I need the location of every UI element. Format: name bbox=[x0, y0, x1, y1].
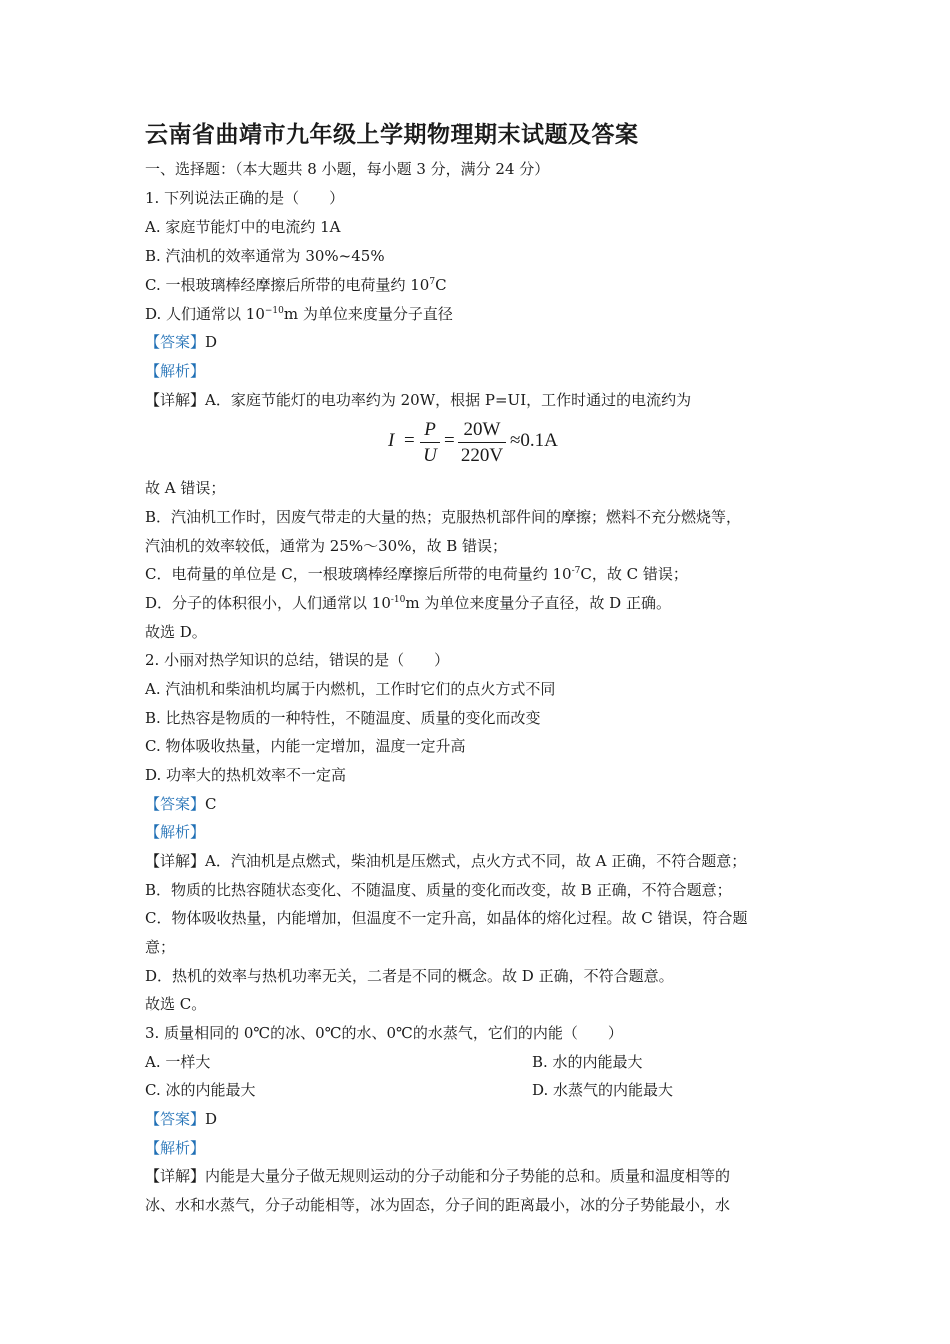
q1-detail-a-text: A．家庭节能灯的电功率约为 20W，根据 P=UI，工作时通过的电流约为 bbox=[205, 391, 692, 409]
q1-final: 故选 D。 bbox=[145, 623, 207, 641]
formula-fraction-pu bbox=[420, 418, 440, 469]
q2-detail-c-line1: C．物体吸收热量，内能增加，但温度不一定升高，如晶体的熔化过程。故 C 错误，符合题 bbox=[145, 909, 748, 927]
q2-detail-d: D．热机的效率与热机功率无关，二者是不同的概念。故 D 正确，不符合题意。 bbox=[145, 967, 674, 985]
formula-fraction-values bbox=[458, 418, 506, 469]
q3-option-c: C. 冰的内能最大 bbox=[145, 1081, 256, 1099]
q2-stem: 2. 小丽对热学知识的总结，错误的是（ ） bbox=[145, 651, 450, 669]
q1-answer bbox=[145, 332, 217, 352]
detail-label: 【详解】 bbox=[145, 852, 206, 870]
formula-num: 20W bbox=[458, 418, 506, 443]
q2-analysis-label: 【解析】 bbox=[145, 823, 206, 841]
answer-label: 【答案】 bbox=[145, 1110, 206, 1128]
q2-final: 故选 C。 bbox=[145, 995, 207, 1013]
q1-detail-d-text: D．分子的体积很小，人们通常以 10 bbox=[145, 594, 391, 612]
q2-option-d: D. 功率大的热机效率不一定高 bbox=[145, 766, 347, 784]
q2-detail-a-text: A．汽油机是点燃式，柴油机是压燃式，点火方式不同，故 A 正确，不符合题意； bbox=[205, 852, 747, 870]
q3-option-b: B. 水的内能最大 bbox=[532, 1053, 643, 1071]
q1-option-b: B. 汽油机的效率通常为 30%~45% bbox=[145, 247, 385, 265]
q3-analysis-label: 【解析】 bbox=[145, 1139, 206, 1157]
q2-detail-b: B．物质的比热容随状态变化、不随温度、质量的变化而改变，故 B 正确，不符合题意； bbox=[145, 881, 732, 899]
answer-label: 【答案】 bbox=[145, 333, 206, 351]
q2-detail-c-line2: 意； bbox=[145, 938, 176, 956]
formula-result: ≈0.1A bbox=[510, 430, 558, 451]
q1-detail-b-line2: 汽油机的效率较低，通常为 25%～30%，故 B 错误； bbox=[145, 537, 508, 555]
q1-analysis-label: 【解析】 bbox=[145, 362, 206, 380]
q1-a-conclusion: 故 A 错误； bbox=[145, 479, 226, 497]
section-heading: 一、选择题：（本大题共 8 小题，每小题 3 分，满分 24 分） bbox=[145, 160, 550, 178]
q1-detail-d bbox=[145, 593, 671, 613]
q1-stem: 1. 下列说法正确的是（ ） bbox=[145, 189, 345, 207]
answer-label: 【答案】 bbox=[145, 795, 206, 813]
formula-eq1: = bbox=[404, 430, 415, 451]
q1-option-c bbox=[145, 275, 447, 295]
q1-option-c-exp: 7 bbox=[429, 277, 436, 287]
q2-answer-value: C bbox=[205, 795, 217, 813]
q1-option-c-tail: C bbox=[435, 276, 447, 294]
q1-option-d bbox=[145, 304, 453, 324]
formula-eq2: = bbox=[444, 430, 455, 451]
formula-u: U bbox=[423, 445, 437, 466]
detail-label: 【详解】 bbox=[145, 1167, 206, 1185]
page-title: 云南省曲靖市九年级上学期物理期末试题及答案 bbox=[145, 121, 639, 148]
q3-answer-value: D bbox=[205, 1110, 218, 1128]
detail-label: 【详解】 bbox=[145, 391, 206, 409]
q2-option-c: C. 物体吸收热量，内能一定增加，温度一定升高 bbox=[145, 737, 466, 755]
q1-answer-value: D bbox=[205, 333, 218, 351]
q1-option-d-exp: −10 bbox=[264, 306, 284, 316]
q1-detail-c-exp: -7 bbox=[571, 566, 581, 576]
q2-option-b: B. 比热容是物质的一种特性，不随温度、质量的变化而改变 bbox=[145, 709, 541, 727]
q1-option-c-text: C. 一根玻璃棒经摩擦后所带的电荷量约 10 bbox=[145, 276, 430, 294]
q1-option-d-text: D. 人们通常以 10 bbox=[145, 305, 265, 323]
q3-answer bbox=[145, 1109, 217, 1129]
q1-detail-b-line1: B．汽油机工作时，因废气带走的大量的热；克服热机部件间的摩擦；燃料不充分燃烧等， bbox=[145, 508, 742, 526]
q3-detail-line1 bbox=[145, 1166, 730, 1186]
q3-option-a: A. 一样大 bbox=[145, 1053, 211, 1071]
q3-detail-line1-text: 内能是大量分子做无规则运动的分子动能和分子势能的总和。质量和温度相等的 bbox=[205, 1167, 731, 1185]
q2-option-a: A. 汽油机和柴油机均属于内燃机，工作时它们的点火方式不同 bbox=[145, 680, 556, 698]
current-formula bbox=[388, 418, 588, 470]
q1-detail-c-tail: C，故 C 错误； bbox=[580, 565, 688, 583]
q3-detail-line2: 冰、水和水蒸气，分子动能相等，冰为固态，分子间的距离最小，冰的分子势能最小，水 bbox=[145, 1196, 731, 1214]
formula-lhs: I bbox=[388, 430, 395, 451]
q1-option-a: A. 家庭节能灯中的电流约 1A bbox=[145, 218, 341, 236]
q1-detail-c-text: C．电荷量的单位是 C，一根玻璃棒经摩擦后所带的电荷量约 10 bbox=[145, 565, 572, 583]
q3-option-d: D. 水蒸气的内能最大 bbox=[532, 1081, 674, 1099]
q1-detail-a bbox=[145, 390, 691, 410]
q1-detail-d-tail: m 为单位来度量分子直径，故 D 正确。 bbox=[405, 594, 671, 612]
q1-detail-c bbox=[145, 564, 688, 584]
q2-answer bbox=[145, 794, 217, 814]
q2-detail-a bbox=[145, 851, 746, 871]
formula-p: P bbox=[420, 418, 440, 443]
formula-den: 220V bbox=[460, 445, 504, 466]
q1-detail-d-exp: -10 bbox=[390, 595, 406, 605]
q1-option-d-tail: m 为单位来度量分子直径 bbox=[283, 305, 453, 323]
q3-stem: 3. 质量相同的 0℃的冰、0℃的水、0℃的水蒸气，它们的内能（ ） bbox=[145, 1024, 623, 1042]
